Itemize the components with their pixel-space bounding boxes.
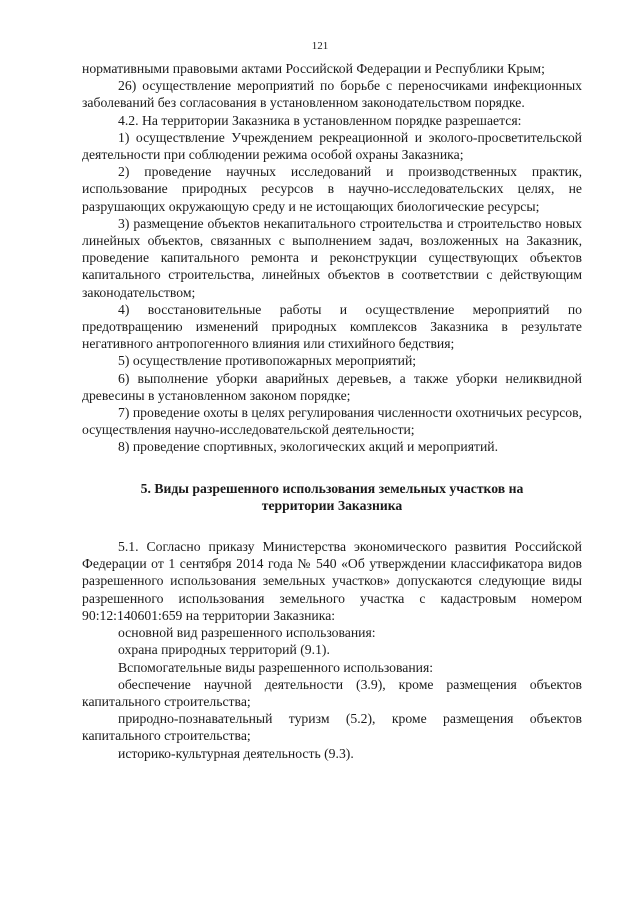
paragraph: 26) осуществление мероприятий по борьбе с переносчиками инфекционных заболеваний без согласования в установленном законодательством порядке.	[82, 78, 582, 111]
document-body	[82, 60, 582, 762]
paragraph: 4.2. На территории Заказника в установленном порядке разрешается:	[118, 112, 522, 128]
paragraph: природно-познавательный туризм (5.2), кроме размещения объектов капитального строительства;	[82, 711, 582, 744]
section-heading-line: 5. Виды разрешенного использования земельных участков на	[140, 480, 524, 496]
page-number: 121	[311, 40, 329, 52]
list-item: 2) проведение научных исследований и производственных практик, использование природных ресурсов в научно-исследовательских целях, не разрушающих окружающую среду и не истощающих биологические ресурсы;	[82, 164, 582, 214]
section-heading	[82, 480, 582, 514]
paragraph: основной вид разрешенного использования:	[118, 625, 376, 641]
list-item: 6) выполнение уборки аварийных деревьев, а также уборки неликвидной древесины в установленном законом порядке;	[82, 370, 582, 403]
list-item: 5) осуществление противопожарных мероприятий;	[118, 353, 417, 369]
paragraph: историко-культурная деятельность (9.3).	[118, 745, 354, 761]
list-item: 8) проведение спортивных, экологических акций и мероприятий.	[118, 439, 499, 455]
paragraph: обеспечение научной деятельности (3.9), кроме размещения объектов капитального строительства;	[82, 676, 582, 709]
list-item: 7) проведение охоты в целях регулирования численности охотничьих ресурсов, осуществления научно-исследовательской деятельности;	[82, 405, 582, 438]
paragraph: Вспомогательные виды разрешенного использования:	[118, 659, 434, 675]
paragraph: 5.1. Согласно приказу Министерства экономического развития Российской Федерации от 1 сентября 2014 года № 540 «Об утверждении классификатора видов разрешенного использования земельных участков» допускаются следующие виды разрешенного использования земельного участка с кадастровым номером 90:12:140601:659 на территории Заказника:	[82, 539, 582, 623]
list-item: 4) восстановительные работы и осуществление мероприятий по предотвращению изменений природных комплексов Заказника в результате негативного антропогенного влияния или стихийного бедствия;	[82, 301, 582, 352]
list-item: 1) осуществление Учреждением рекреационной и эколого-просветительской деятельности при соблюдении режима особой охраны Заказника;	[82, 129, 582, 163]
paragraph: охрана природных территорий (9.1).	[118, 642, 330, 658]
list-item: 3) размещение объектов некапитального строительства и строительство новых линейных объектов, связанных с выполнением задач, возложенных на Заказник, проведение капитального ремонта и реконструкции существующих объектов капитального строительства, линейных объектов в соответствии с действующим законодательством;	[82, 215, 582, 300]
section-heading-line: территории Заказника	[261, 497, 403, 513]
paragraph: нормативными правовыми актами Российской Федерации и Республики Крым;	[82, 61, 545, 76]
